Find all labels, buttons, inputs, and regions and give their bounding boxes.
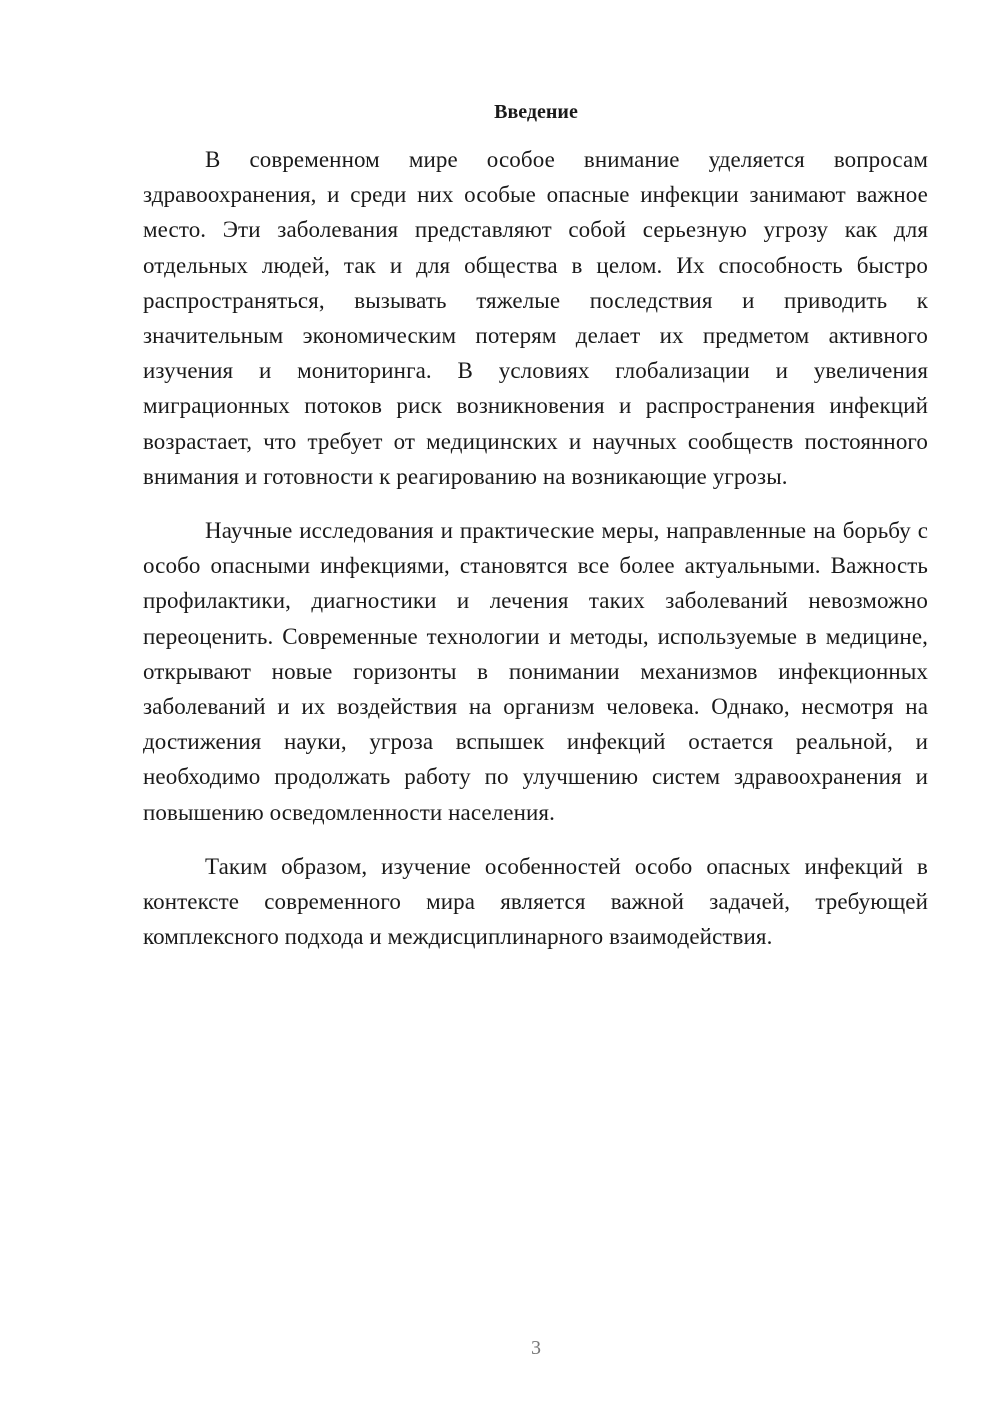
- page-number: 3: [531, 1337, 541, 1359]
- page-title: Введение: [494, 101, 578, 123]
- paragraph-3: Таким образом, изучение особенностей особо опасных инфекций в контексте современного мира является важной задачей, требующей комплексного подхода и междисциплинарного взаимодействия.: [143, 853, 928, 950]
- paragraph-1: В современном мире особое внимание уделяется вопросам здравоохранения, и среди них особые опасные инфекции занимают важное место. Эти заболевания представляют собой серьезную угрозу как для отдельных людей, так и для общества в целом. Их способность быстро распространяться, вызывать тяжелые последствия и приводить к значительным экономическим потерям делает их предметом активного изучения и мониторинга. В условиях глобализации и увеличения миграционных потоков риск возникновения и распространения инфекций возрастает, что требует от медицинских и научных сообществ постоянного внимания и готовности к реагированию на возникающие угрозы.: [143, 147, 928, 489]
- paragraph-2: Научные исследования и практические меры, направленные на борьбу с особо опасными инфекциями, становятся все более актуальными. Важность профилактики, диагностики и лечения таких заболеваний невозможно переоценить. Современные технологии и методы, используемые в медицине, открывают новые горизонты в понимании механизмов инфекционных заболеваний и их воздействия на организм человека. Однако, несмотря на достижения науки, угроза вспышек инфекций остается реальной, и необходимо продолжать работу по улучшению систем здравоохранения и повышению осведомленности населения.: [143, 518, 928, 825]
- document-body: [143, 142, 928, 954]
